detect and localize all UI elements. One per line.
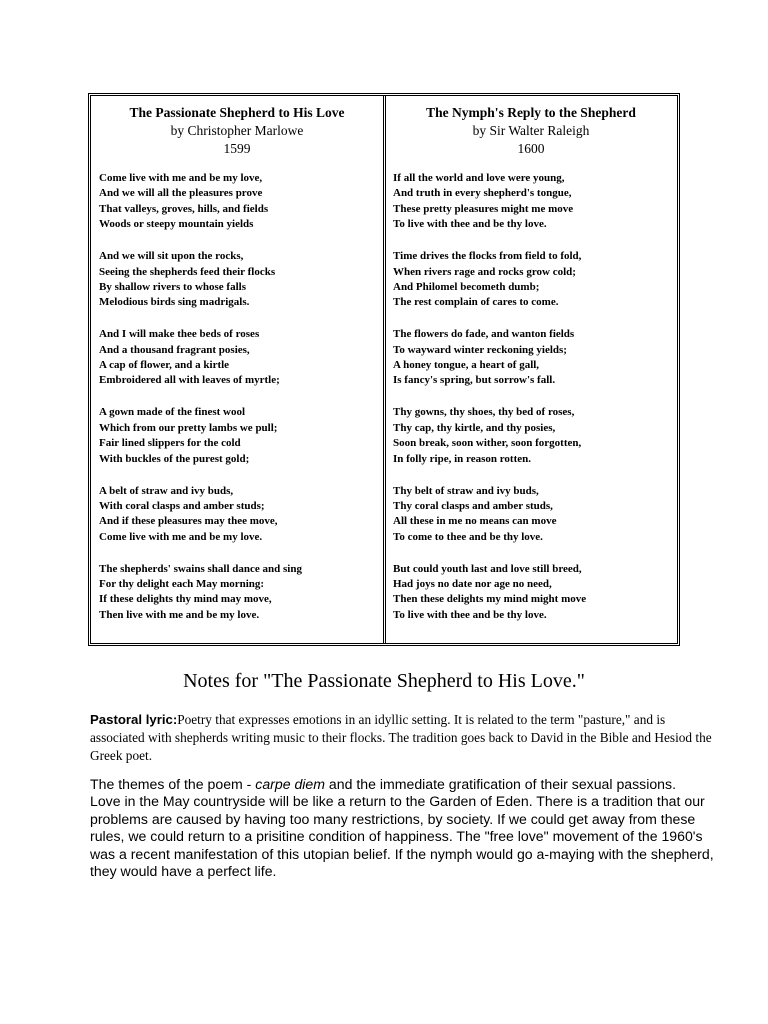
poem-line: Soon break, soon wither, soon forgotten, (393, 437, 582, 450)
poem-line: Then live with me and be my love. (99, 608, 260, 621)
poem-comparison-table (88, 93, 680, 646)
poem-line: For thy delight each May morning: (99, 578, 265, 591)
poem-line: And if these pleasures may thee move, (99, 515, 278, 528)
poem-line: Woods or steepy mountain yields (99, 218, 254, 231)
stanza (99, 171, 375, 233)
poem-line: Thy coral clasps and amber studs, (393, 499, 553, 512)
themes-text-end: and the immediate gratification of their sexual passions. (325, 776, 676, 792)
poem-author: by Christopher Marlowe (170, 123, 304, 138)
stanza (99, 562, 375, 624)
poem-line: But could youth last and love still breed, (393, 562, 582, 575)
themes-text: The themes of the poem - (90, 776, 256, 792)
poem-line: Which from our pretty lambs we pull; (99, 421, 278, 434)
stanza (393, 249, 669, 311)
stanza (393, 405, 669, 467)
pastoral-lyric-term: Pastoral lyric: (90, 712, 178, 727)
poem-line: To live with thee and be thy love. (393, 608, 547, 621)
stanza (393, 327, 669, 389)
stanza (393, 171, 669, 233)
poem-line: If all the world and love were young, (393, 172, 565, 184)
poem-line: When rivers rage and rocks grow cold; (393, 265, 576, 278)
poem-line: All these in me no means can move (393, 515, 557, 528)
poem-line: The flowers do fade, and wanton fields (393, 328, 575, 341)
poem-year: 1600 (517, 141, 545, 156)
poem-line: Is fancy's spring, but sorrow's fall. (393, 374, 556, 387)
stanza (393, 484, 669, 546)
poem-line: To come to thee and be thy love. (393, 530, 543, 543)
poem-line: With buckles of the purest gold; (99, 452, 250, 465)
poem-line: Melodious birds sing madrigals. (99, 296, 250, 309)
poem-line: Had joys no date nor age no need, (393, 578, 552, 591)
poem-line: Seeing the shepherds feed their flocks (99, 265, 276, 278)
eden-paragraph: Love in the May countryside will be like a return to the Garden of Eden. There is a tradition that our problems are caused by having too many restrictions, by society. If we could get away from these rules, we could return to a prisitine condition of happiness. The "free love" movement of the 1960's was a recent manifestation of this utopian belief. If the nymph would go a-maying with the shepherd, they would have a perfect life. (90, 793, 714, 880)
poem-line: The rest complain of cares to come. (393, 296, 559, 309)
poem-line: To live with thee and be thy love. (393, 218, 547, 231)
poem-line: A cap of flower, and a kirtle (99, 359, 230, 372)
poem-title: The Passionate Shepherd to His Love (129, 105, 345, 120)
poem-line: Come live with me and be my love. (99, 530, 263, 543)
stanza (99, 484, 375, 546)
themes-paragraph (90, 776, 718, 793)
poem-line: Thy belt of straw and ivy buds, (393, 484, 539, 497)
poem-line: Come live with me and be my love, (99, 172, 263, 184)
poem-line: In folly ripe, in reason rotten. (393, 452, 532, 465)
poem-line: A belt of straw and ivy buds, (99, 484, 234, 497)
notes-heading: Notes for "The Passionate Shepherd to His Love." (183, 670, 585, 692)
stanza (393, 562, 669, 624)
carpe-diem-term: carpe diem (255, 776, 326, 792)
poem-line: And a thousand fragrant posies, (99, 343, 250, 356)
poem-author: by Sir Walter Raleigh (472, 123, 590, 138)
notes-body (90, 711, 718, 880)
stanza (99, 327, 375, 389)
poem-line: And we will sit upon the rocks, (99, 250, 244, 263)
poem-line: To wayward winter reckoning yields; (393, 343, 567, 356)
poem-line: Time drives the flocks from field to fold, (393, 250, 582, 263)
pastoral-lyric-paragraph (90, 711, 718, 765)
poem-line: Then these delights my mind might move (393, 593, 587, 606)
poem-line: The shepherds' swains shall dance and sing (99, 562, 302, 575)
stanza (99, 405, 375, 467)
poem-line: With coral clasps and amber studs; (99, 499, 265, 512)
marlowe-poem-column (91, 96, 386, 643)
poem-line: By shallow rivers to whose falls (99, 280, 246, 293)
poem-year: 1599 (223, 141, 251, 156)
stanza (99, 249, 375, 311)
poem-title: The Nymph's Reply to the Shepherd (426, 105, 636, 120)
poem-line: If these delights thy mind may move, (99, 593, 272, 606)
raleigh-poem-column (386, 96, 677, 643)
poem-line: Thy cap, thy kirtle, and thy posies, (393, 421, 556, 434)
raleigh-poem-header (393, 104, 669, 158)
poem-stanzas (393, 171, 669, 623)
poem-line: That valleys, groves, hills, and fields (99, 202, 269, 215)
poem-line: A gown made of the finest wool (99, 406, 246, 419)
marlowe-poem-header (99, 104, 375, 158)
poem-line: And I will make thee beds of roses (99, 328, 260, 341)
poem-line: And truth in every shepherd's tongue, (393, 187, 572, 200)
poem-line: And we will all the pleasures prove (99, 187, 263, 200)
poem-line: These pretty pleasures might me move (393, 202, 574, 215)
poem-stanzas (99, 171, 375, 623)
poem-line: A honey tongue, a heart of gall, (393, 359, 540, 372)
poem-line: Thy gowns, thy shoes, thy bed of roses, (393, 406, 575, 419)
poem-line: Fair lined slippers for the cold (99, 437, 241, 450)
poem-line: Embroidered all with leaves of myrtle; (99, 374, 280, 387)
pastoral-lyric-definition: Poetry that expresses emotions in an idyllic setting. It is related to the term "pasture," and is associated with shepherds writing music to their flocks. The tradition goes back to David in the Bible and Hesiod the Greek poet. (90, 712, 712, 763)
poem-line: And Philomel becometh dumb; (393, 280, 540, 293)
